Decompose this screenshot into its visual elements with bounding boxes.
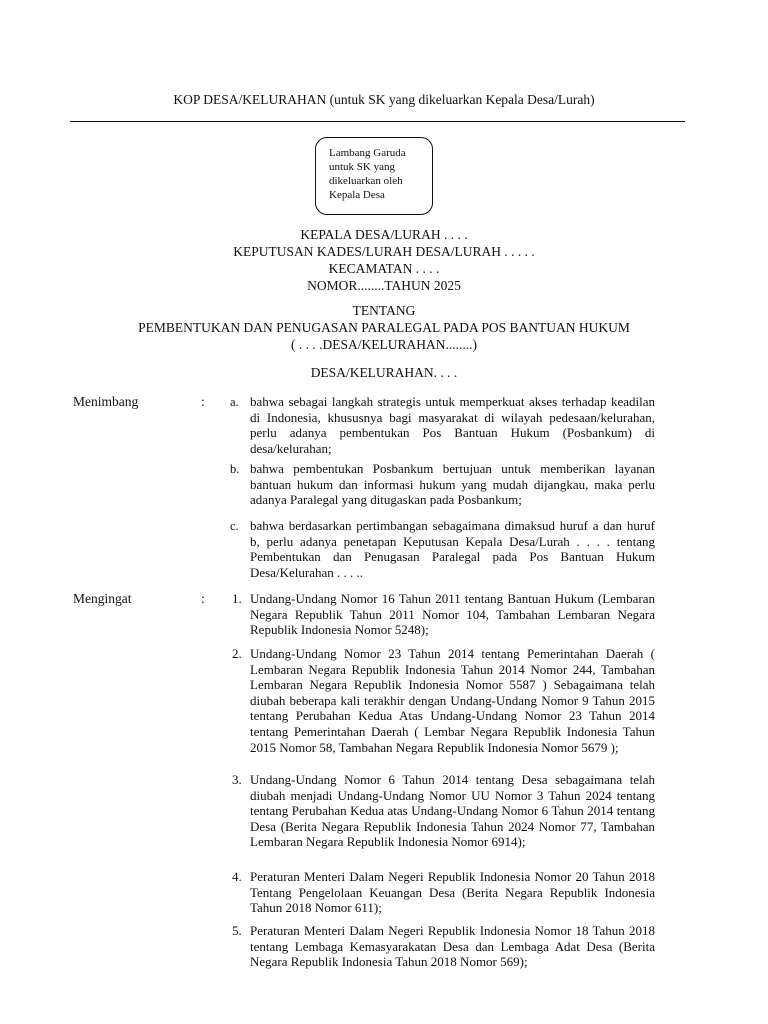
- garuda-line: untuk SK yang: [329, 161, 395, 173]
- mengingat-item-1: Undang-Undang Nomor 16 Tahun 2011 tentang Bantuan Hukum (Lembaran Negara Republik Tahun 2011 Nomor 104, Tambahan Lembaran Negara Republik Indonesia Nomor 5248);: [250, 591, 655, 638]
- menimbang-marker-c: c.: [230, 519, 239, 533]
- title-line-1: KEPALA DESA/LURAH . . . .: [300, 227, 468, 242]
- mengingat-marker-4: 4.: [232, 869, 242, 884]
- menimbang-item-b: bahwa pembentukan Posbankum bertujuan untuk memberikan layanan bantuan hukum dan informasi hukum yang mudah dijangkau, maka perlu adanya Paralegal yang ditugaskan pada Posbankum;: [250, 461, 655, 508]
- mengingat-colon: :: [201, 591, 205, 606]
- garuda-line: dikeluarkan oleh: [329, 175, 403, 187]
- mengingat-marker-2: 2.: [232, 646, 242, 661]
- mengingat-item-3: Undang-Undang Nomor 6 Tahun 2014 tentang Desa sebagaimana telah diubah menjadi Undang-Undang Nomor UU Nomor 3 Tahun 2024 tentang tentang Perubahan Kedua atas Undang-Undang Nomor 6 Tahun 2014 tentang Desa (Berita Negara Republik Indonesia Tahun 2024 Nomor 77, Tambahan Lembaran Negara Republik Indonesia Nomor 6914);: [250, 772, 655, 850]
- decree-title: [0, 226, 768, 294]
- subject-line-2: ( . . . .DESA/KELURAHAN........): [291, 337, 477, 352]
- menimbang-marker-a: a.: [230, 395, 239, 409]
- menimbang-item-c: bahwa berdasarkan pertimbangan sebagaimana dimaksud huruf a dan huruf b, perlu adanya penetapan Keputusan Kepala Desa/Lurah . . . . tentang Pembentukan dan Penugasan Paralegal pada Pos Bantuan Hukum Desa/Kelurahan . . . ..: [250, 518, 655, 580]
- tentang-heading: TENTANG: [352, 303, 416, 318]
- mengingat-item-4: Peraturan Menteri Dalam Negeri Republik Indonesia Nomor 20 Tahun 2018 Tentang Pengelolaan Keuangan Desa (Berita Negara Republik Indonesia Tahun 2018 Nomor 611);: [250, 869, 655, 916]
- mengingat-marker-1: 1.: [232, 591, 242, 606]
- garuda-line: Kepala Desa: [329, 189, 385, 201]
- subject-line-1: PEMBENTUKAN DAN PENUGASAN PARALEGAL PADA POS BANTUAN HUKUM: [138, 320, 630, 335]
- kop-header: KOP DESA/KELURAHAN (untuk SK yang dikeluarkan Kepala Desa/Lurah): [173, 92, 595, 107]
- garuda-emblem-placeholder: [315, 137, 433, 215]
- title-line-4: NOMOR........TAHUN 2025: [307, 278, 461, 293]
- desa-heading: DESA/KELURAHAN. . . .: [310, 365, 458, 380]
- decree-subject: [0, 302, 768, 353]
- header-rule: [70, 121, 685, 122]
- mengingat-label: Mengingat: [73, 591, 132, 606]
- mengingat-item-2: Undang-Undang Nomor 23 Tahun 2014 tentang Pemerintahan Daerah ( Lembaran Negara Republik Indonesia Tahun 2014 Nomor 244, Tambahan Lembaran Negara Republik Indonesia Nomor 5587 ) Sebagaimana telah diubah beberapa kali terakhir dengan Undang-Undang Nomor 9 Tahun 2015 tentang Perubahan Kedua Atas Undang-Undang Nomor 23 Tahun 2014 tentang Pemerintahan Daerah ( Lembar Negara Republik Indonesia Tahun 2015 Nomor 58, Tambahan Negara Republik Indonesia Nomor 5679 );: [250, 646, 655, 755]
- title-line-3: KECAMATAN . . . .: [328, 261, 440, 276]
- menimbang-colon: :: [201, 394, 205, 409]
- garuda-line: Lambang Garuda: [329, 147, 406, 159]
- menimbang-label: Menimbang: [73, 394, 139, 409]
- menimbang-marker-b: b.: [230, 462, 240, 476]
- menimbang-item-a: bahwa sebagai langkah strategis untuk memperkuat akses terhadap keadilan di Indonesia, khususnya bagi masyarakat di wilayah pedesaan/kelurahan, perlu adanya pembentukan Pos Bantuan Hukum (Posbankum) di desa/kelurahan;: [250, 394, 655, 456]
- mengingat-marker-5: 5.: [232, 923, 242, 938]
- mengingat-item-5: Peraturan Menteri Dalam Negeri Republik Indonesia Nomor 18 Tahun 2018 tentang Lembaga Kemasyarakatan Desa dan Lembaga Adat Desa (Berita Negara Republik Indonesia Tahun 2018 Nomor 569);: [250, 923, 655, 970]
- title-line-2: KEPUTUSAN KADES/LURAH DESA/LURAH . . . . .: [233, 244, 535, 259]
- mengingat-marker-3: 3.: [232, 772, 242, 787]
